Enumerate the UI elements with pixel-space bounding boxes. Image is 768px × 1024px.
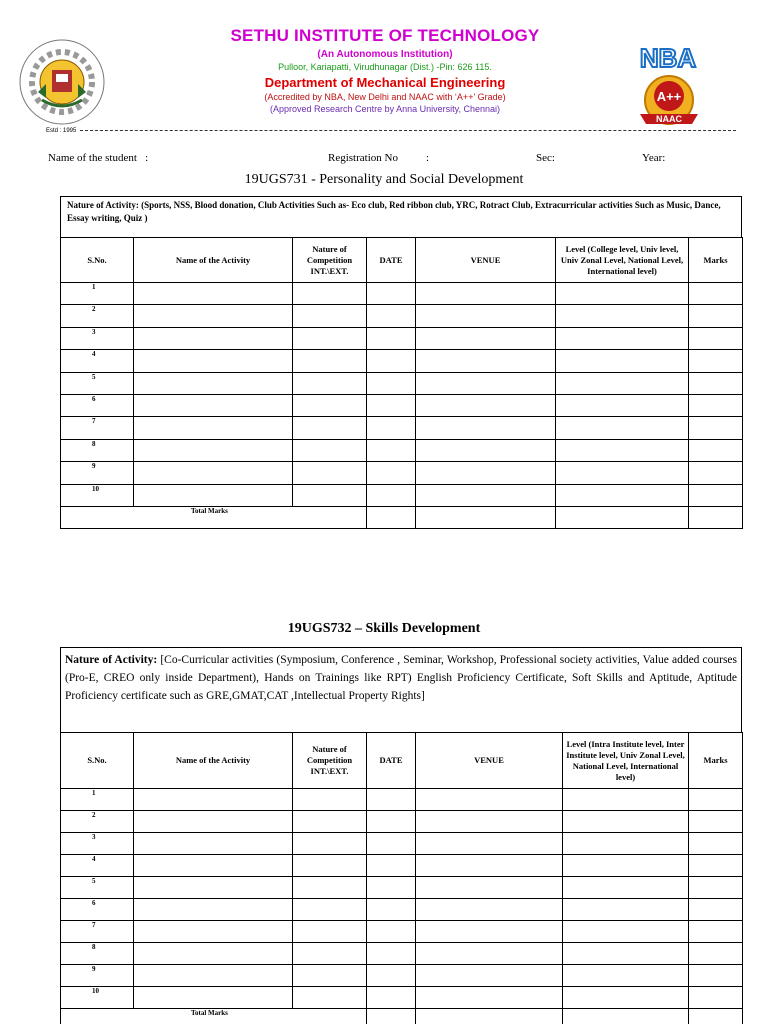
header-divider bbox=[80, 130, 736, 131]
table-cell[interactable] bbox=[134, 899, 293, 921]
table-cell[interactable] bbox=[416, 899, 563, 921]
table-cell[interactable] bbox=[689, 811, 743, 833]
table-cell[interactable] bbox=[293, 283, 367, 305]
table-cell[interactable] bbox=[689, 372, 743, 394]
col-date: DATE bbox=[367, 733, 416, 789]
col-nature-competition: Nature of Competition INT.\EXT. bbox=[293, 238, 367, 283]
row-number: 9 bbox=[61, 462, 134, 484]
table-cell[interactable] bbox=[293, 855, 367, 877]
table-row bbox=[61, 350, 743, 372]
table-cell[interactable] bbox=[689, 899, 743, 921]
table-cell[interactable] bbox=[134, 484, 293, 506]
table-cell[interactable] bbox=[293, 439, 367, 461]
row-number: 10 bbox=[61, 484, 134, 506]
table-row bbox=[61, 943, 743, 965]
table-row bbox=[61, 811, 743, 833]
total-row bbox=[61, 506, 743, 528]
col-sno: S.No. bbox=[61, 238, 134, 283]
col-activity-name: Name of the Activity bbox=[134, 238, 293, 283]
table-cell[interactable] bbox=[367, 350, 416, 372]
table-cell[interactable] bbox=[367, 439, 416, 461]
table-cell[interactable] bbox=[416, 394, 556, 416]
section1-table bbox=[60, 237, 743, 529]
table-header-row bbox=[61, 733, 743, 789]
col-venue: VENUE bbox=[416, 238, 556, 283]
table-row bbox=[61, 394, 743, 416]
table-cell[interactable] bbox=[367, 943, 416, 965]
table-cell[interactable] bbox=[556, 484, 689, 506]
table-cell[interactable] bbox=[556, 350, 689, 372]
table-row bbox=[61, 417, 743, 439]
table-cell[interactable] bbox=[293, 417, 367, 439]
table-cell[interactable] bbox=[689, 327, 743, 349]
table-cell[interactable] bbox=[134, 943, 293, 965]
table-cell[interactable] bbox=[293, 987, 367, 1009]
row-number: 2 bbox=[61, 811, 134, 833]
table-cell[interactable] bbox=[416, 305, 556, 327]
table-cell[interactable] bbox=[293, 327, 367, 349]
total-cell[interactable] bbox=[689, 1009, 743, 1024]
table-cell[interactable] bbox=[416, 350, 556, 372]
col-sno: S.No. bbox=[61, 733, 134, 789]
table-cell[interactable] bbox=[134, 327, 293, 349]
department-name: Department of Mechanical Engineering bbox=[264, 75, 506, 90]
col-marks: Marks bbox=[689, 238, 743, 283]
section1-nature-box bbox=[60, 196, 742, 238]
table-cell[interactable] bbox=[293, 462, 367, 484]
table-cell[interactable] bbox=[556, 305, 689, 327]
total-cell[interactable] bbox=[416, 1009, 563, 1024]
section2-nature-box bbox=[60, 647, 742, 733]
table-cell[interactable] bbox=[134, 372, 293, 394]
table-cell[interactable] bbox=[416, 921, 563, 943]
table-row bbox=[61, 372, 743, 394]
table-cell[interactable] bbox=[689, 417, 743, 439]
section2-nature-text: Nature of Activity: [Co-Curricular activities (Symposium, Conference , Seminar, Workshop, Professional society activities, Value added courses (Pro-E, CREO only inside Department), Hands on Trainings like RPT) English Proficiency Certificate, Soft Skills and Aptitude, Aptitude Proficiency certificate such as GRE,GMAT,CAT ,Intellectual Property Rights] bbox=[65, 654, 738, 702]
table-cell[interactable] bbox=[367, 811, 416, 833]
table-row bbox=[61, 855, 743, 877]
institute-logo bbox=[16, 32, 108, 132]
table-cell[interactable] bbox=[293, 372, 367, 394]
section2-table bbox=[60, 732, 743, 1024]
section2-table-body bbox=[61, 789, 743, 1024]
table-cell[interactable] bbox=[556, 283, 689, 305]
institute-subtitle: (An Autonomous Institution) bbox=[317, 49, 453, 60]
section2-title: 19UGS732 – Skills Development bbox=[287, 621, 481, 636]
total-cell[interactable] bbox=[563, 1009, 689, 1024]
table-cell[interactable] bbox=[689, 987, 743, 1009]
table-cell[interactable] bbox=[416, 462, 556, 484]
nba-logo bbox=[624, 44, 712, 72]
table-cell[interactable] bbox=[689, 350, 743, 372]
table-cell[interactable] bbox=[563, 965, 689, 987]
student-name-label: Name of the student : bbox=[48, 152, 149, 164]
table-cell[interactable] bbox=[293, 350, 367, 372]
year-label: Year: bbox=[642, 152, 666, 164]
section1-table-body bbox=[61, 283, 743, 529]
table-cell[interactable] bbox=[367, 327, 416, 349]
table-cell[interactable] bbox=[416, 789, 563, 811]
table-cell[interactable] bbox=[556, 327, 689, 349]
table-cell[interactable] bbox=[367, 305, 416, 327]
table-row bbox=[61, 921, 743, 943]
table-cell[interactable] bbox=[367, 394, 416, 416]
table-cell[interactable] bbox=[563, 987, 689, 1009]
table-cell[interactable] bbox=[556, 462, 689, 484]
table-cell[interactable] bbox=[367, 877, 416, 899]
total-cell[interactable] bbox=[367, 1009, 416, 1024]
table-cell[interactable] bbox=[563, 855, 689, 877]
row-number: 10 bbox=[61, 987, 134, 1009]
row-number: 7 bbox=[61, 921, 134, 943]
naac-logo bbox=[632, 70, 706, 130]
row-number: 9 bbox=[61, 965, 134, 987]
table-cell[interactable] bbox=[367, 462, 416, 484]
section1-title: 19UGS731 - Personality and Social Development bbox=[244, 172, 524, 187]
table-row bbox=[61, 283, 743, 305]
table-cell[interactable] bbox=[689, 305, 743, 327]
table-cell[interactable] bbox=[416, 811, 563, 833]
table-cell[interactable] bbox=[367, 283, 416, 305]
row-number: 3 bbox=[61, 327, 134, 349]
table-cell[interactable] bbox=[563, 877, 689, 899]
total-marks-label: Total Marks bbox=[61, 1009, 367, 1024]
section-label: Sec: bbox=[536, 152, 555, 164]
table-cell[interactable] bbox=[293, 394, 367, 416]
table-cell[interactable] bbox=[293, 305, 367, 327]
table-cell[interactable] bbox=[689, 439, 743, 461]
col-nature-competition: Nature of Competition INT.\EXT. bbox=[293, 733, 367, 789]
table-cell[interactable] bbox=[556, 372, 689, 394]
row-number: 7 bbox=[61, 417, 134, 439]
row-number: 8 bbox=[61, 943, 134, 965]
table-cell[interactable] bbox=[689, 484, 743, 506]
table-cell[interactable] bbox=[293, 811, 367, 833]
table-cell[interactable] bbox=[134, 394, 293, 416]
table-cell[interactable] bbox=[416, 833, 563, 855]
col-level: Level (College level, Univ level, Univ Zonal Level, National Level, International level) bbox=[556, 238, 689, 283]
table-cell[interactable] bbox=[689, 965, 743, 987]
table-cell[interactable] bbox=[367, 987, 416, 1009]
table-cell[interactable] bbox=[563, 899, 689, 921]
table-cell[interactable] bbox=[134, 417, 293, 439]
table-cell[interactable] bbox=[689, 283, 743, 305]
col-marks: Marks bbox=[689, 733, 743, 789]
table-cell[interactable] bbox=[556, 439, 689, 461]
table-cell[interactable] bbox=[416, 855, 563, 877]
page-header bbox=[0, 0, 768, 140]
table-cell[interactable] bbox=[563, 833, 689, 855]
table-header-row bbox=[61, 238, 743, 283]
institute-title-block bbox=[160, 26, 610, 114]
table-cell[interactable] bbox=[134, 833, 293, 855]
row-number: 6 bbox=[61, 394, 134, 416]
table-cell[interactable] bbox=[134, 877, 293, 899]
row-number: 5 bbox=[61, 877, 134, 899]
table-cell[interactable] bbox=[563, 943, 689, 965]
table-row bbox=[61, 327, 743, 349]
institute-address: Pulloor, Kariapatti, Virudhunagar (Dist.) -Pin: 626 115. bbox=[278, 62, 492, 72]
table-cell[interactable] bbox=[689, 462, 743, 484]
table-row bbox=[61, 305, 743, 327]
table-cell[interactable] bbox=[293, 899, 367, 921]
table-cell[interactable] bbox=[416, 943, 563, 965]
table-cell[interactable] bbox=[689, 877, 743, 899]
table-cell[interactable] bbox=[416, 283, 556, 305]
col-activity-name: Name of the Activity bbox=[134, 733, 293, 789]
table-cell[interactable] bbox=[367, 921, 416, 943]
table-cell[interactable] bbox=[293, 789, 367, 811]
approval-text: (Approved Research Centre by Anna University, Chennai) bbox=[270, 104, 500, 114]
table-cell[interactable] bbox=[367, 417, 416, 439]
row-number: 4 bbox=[61, 350, 134, 372]
table-cell[interactable] bbox=[416, 417, 556, 439]
table-cell[interactable] bbox=[689, 943, 743, 965]
table-row bbox=[61, 789, 743, 811]
table-cell[interactable] bbox=[134, 283, 293, 305]
table-cell[interactable] bbox=[367, 899, 416, 921]
institute-name: SETHU INSTITUTE OF TECHNOLOGY bbox=[230, 26, 540, 45]
table-cell[interactable] bbox=[416, 372, 556, 394]
table-cell[interactable] bbox=[134, 987, 293, 1009]
table-cell[interactable] bbox=[134, 789, 293, 811]
total-marks-label: Total Marks bbox=[61, 506, 367, 528]
row-number: 6 bbox=[61, 899, 134, 921]
col-venue: VENUE bbox=[416, 733, 563, 789]
table-cell[interactable] bbox=[416, 877, 563, 899]
table-cell[interactable] bbox=[563, 789, 689, 811]
estd-text: Estd : 1995 bbox=[46, 128, 77, 134]
table-cell[interactable] bbox=[689, 855, 743, 877]
table-cell[interactable] bbox=[134, 855, 293, 877]
table-cell[interactable] bbox=[416, 484, 556, 506]
table-cell[interactable] bbox=[556, 394, 689, 416]
table-cell[interactable] bbox=[293, 833, 367, 855]
svg-text:NBA: NBA bbox=[639, 44, 697, 72]
row-number: 2 bbox=[61, 305, 134, 327]
table-cell[interactable] bbox=[367, 484, 416, 506]
table-cell[interactable] bbox=[134, 965, 293, 987]
accreditation-text: (Accredited by NBA, New Delhi and NAAC with ‘A++’ Grade) bbox=[264, 92, 506, 102]
table-cell[interactable] bbox=[293, 921, 367, 943]
total-row bbox=[61, 1009, 743, 1024]
table-cell[interactable] bbox=[416, 327, 556, 349]
total-cell[interactable] bbox=[556, 506, 689, 528]
table-cell[interactable] bbox=[134, 305, 293, 327]
table-cell[interactable] bbox=[134, 811, 293, 833]
table-cell[interactable] bbox=[367, 965, 416, 987]
row-number: 8 bbox=[61, 439, 134, 461]
table-cell[interactable] bbox=[563, 921, 689, 943]
table-cell[interactable] bbox=[293, 877, 367, 899]
col-level: Level (Intra Institute level, Inter Institute level, Univ Zonal Level, National Level, International level) bbox=[563, 733, 689, 789]
table-cell[interactable] bbox=[689, 921, 743, 943]
table-cell[interactable] bbox=[134, 350, 293, 372]
table-row bbox=[61, 484, 743, 506]
table-row bbox=[61, 833, 743, 855]
row-number: 3 bbox=[61, 833, 134, 855]
table-row bbox=[61, 462, 743, 484]
table-cell[interactable] bbox=[416, 987, 563, 1009]
total-cell[interactable] bbox=[689, 506, 743, 528]
table-cell[interactable] bbox=[367, 855, 416, 877]
col-date: DATE bbox=[367, 238, 416, 283]
table-cell[interactable] bbox=[689, 394, 743, 416]
table-cell[interactable] bbox=[367, 789, 416, 811]
table-cell[interactable] bbox=[689, 833, 743, 855]
row-number: 5 bbox=[61, 372, 134, 394]
table-cell[interactable] bbox=[367, 372, 416, 394]
row-number: 4 bbox=[61, 855, 134, 877]
table-cell[interactable] bbox=[367, 833, 416, 855]
table-row bbox=[61, 439, 743, 461]
registration-label: Registration No : bbox=[328, 152, 430, 164]
svg-text:A++: A++ bbox=[656, 89, 682, 104]
table-cell[interactable] bbox=[416, 965, 563, 987]
table-row bbox=[61, 899, 743, 921]
svg-text:NAAC: NAAC bbox=[656, 114, 682, 124]
section1-nature-text: Nature of Activity: (Sports, NSS, Blood donation, Club Activities Such as- Eco club, Red ribbon club, YRC, Rotract Club, Extracurricular activities Such as Music, Dance, Essay writing, Quiz ) bbox=[67, 200, 721, 223]
table-row bbox=[61, 987, 743, 1009]
table-cell[interactable] bbox=[293, 484, 367, 506]
total-cell[interactable] bbox=[416, 506, 556, 528]
table-cell[interactable] bbox=[134, 462, 293, 484]
table-cell[interactable] bbox=[556, 417, 689, 439]
table-cell[interactable] bbox=[134, 921, 293, 943]
table-cell[interactable] bbox=[293, 943, 367, 965]
table-cell[interactable] bbox=[416, 439, 556, 461]
table-cell[interactable] bbox=[134, 439, 293, 461]
row-number: 1 bbox=[61, 789, 134, 811]
total-cell[interactable] bbox=[367, 506, 416, 528]
table-cell[interactable] bbox=[563, 811, 689, 833]
table-row bbox=[61, 965, 743, 987]
table-cell[interactable] bbox=[293, 965, 367, 987]
table-row bbox=[61, 877, 743, 899]
row-number: 1 bbox=[61, 283, 134, 305]
table-cell[interactable] bbox=[689, 789, 743, 811]
